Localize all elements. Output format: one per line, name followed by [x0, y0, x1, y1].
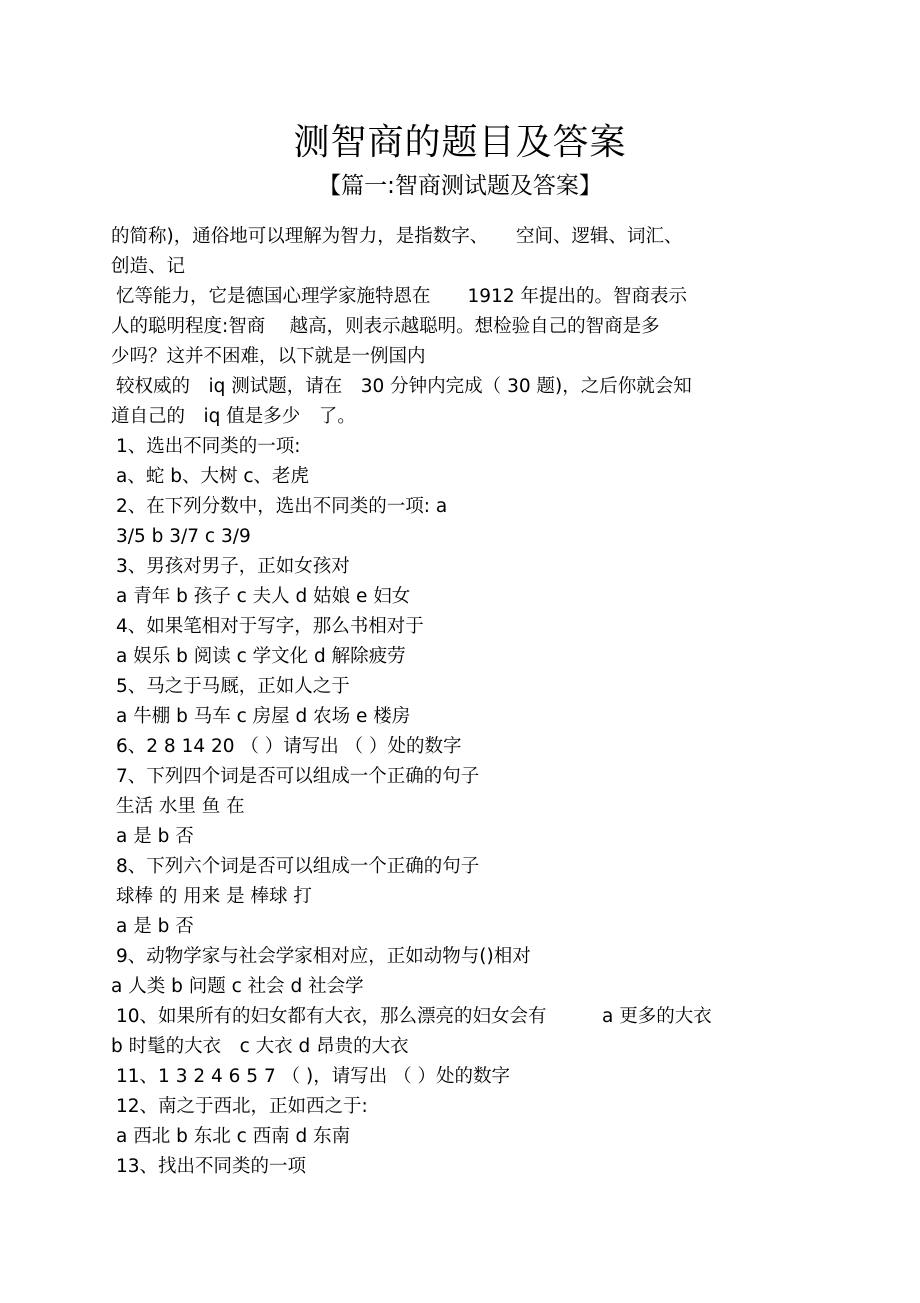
paragraph-line: 较权威的 iq 测试题，请在 30 分钟内完成（ 30 题)，之后你就会知: [116, 376, 692, 397]
paragraph-line: 的简称)，通俗地可以理解为智力，是指数字、 空间、逻辑、词汇、: [111, 226, 683, 247]
document-title: 测智商的题目及答案: [293, 122, 627, 163]
question-line: 13、找出不同类的一项: [116, 1156, 307, 1177]
question-line: 6、2 8 14 20 （ ）请写出 （ ）处的数字: [116, 736, 462, 757]
answer-options-line: a 牛棚 b 马车 c 房屋 d 农场 e 楼房: [116, 706, 411, 727]
answer-options-line: b 时髦的大衣 c 大衣 d 昂贵的大衣: [111, 1036, 409, 1057]
question-line: 4、如果笔相对于写字，那么书相对于: [116, 616, 424, 637]
question-line: 9、动物学家与社会学家相对应，正如动物与()相对: [116, 946, 531, 967]
answer-options-line: a 是 b 否: [116, 916, 194, 937]
question-line: 2、在下列分数中，选出不同类的一项: a: [116, 496, 448, 517]
question-line: 1、选出不同类的一项:: [116, 436, 301, 457]
answer-options-line: 3/5 b 3/7 c 3/9: [116, 526, 251, 547]
question-line: 8、下列六个词是否可以组成一个正确的句子: [116, 856, 480, 877]
answer-options-line: a 人类 b 问题 c 社会 d 社会学: [111, 976, 364, 997]
paragraph-line: 人的聪明程度:智商 越高，则表示越聪明。想检验自己的智商是多: [111, 316, 660, 337]
paragraph-line: 创造、记: [111, 256, 186, 277]
answer-options-line: a 娱乐 b 阅读 c 学文化 d 解除疲劳: [116, 646, 406, 667]
answer-options-line: a 青年 b 孩子 c 夫人 d 姑娘 e 妇女: [116, 586, 411, 607]
question-words-line: 球棒 的 用来 是 棒球 打: [116, 886, 312, 907]
question-words-line: 生活 水里 鱼 在: [116, 796, 245, 817]
question-line: 10、如果所有的妇女都有大衣，那么漂亮的妇女会有 a 更多的大衣: [116, 1006, 712, 1027]
paragraph-line: 忆等能力，它是德国心理学家施特恩在 1912 年提出的。智商表示: [116, 286, 687, 307]
paragraph-line: 道自己的 iq 值是多少 了。: [111, 406, 356, 427]
question-line: 11、1 3 2 4 6 5 7 （ )，请写出 （ ）处的数字: [116, 1066, 510, 1087]
question-line: 5、马之于马厩，正如人之于: [116, 676, 350, 697]
question-line: 12、南之于西北，正如西之于:: [116, 1096, 368, 1117]
answer-options-line: a 西北 b 东北 c 西南 d 东南: [116, 1126, 351, 1147]
paragraph-line: 少吗？这并不困难，以下就是一例国内: [111, 346, 426, 367]
answer-options-line: a 是 b 否: [116, 826, 194, 847]
question-line: 7、下列四个词是否可以组成一个正确的句子: [116, 766, 480, 787]
document-subtitle: 【篇一:智商测试题及答案】: [318, 173, 602, 199]
question-line: 3、男孩对男子，正如女孩对: [116, 556, 350, 577]
answer-options-line: a、蛇 b、大树 c、老虎: [116, 466, 310, 487]
